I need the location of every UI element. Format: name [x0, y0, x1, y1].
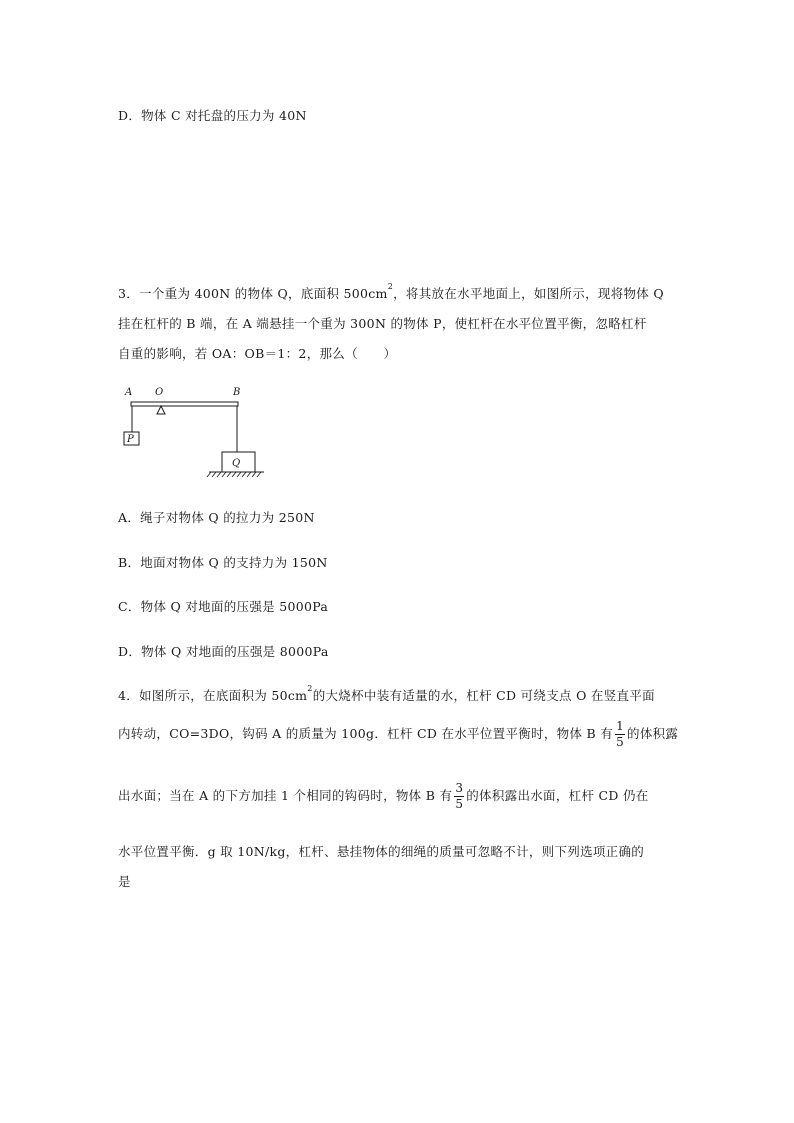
label-q: Q — [232, 458, 241, 469]
q3-option-d: D．物体 Q 对地面的压强是 8000Pa — [118, 644, 329, 659]
q4-line-1-text-b: 的大烧杯中装有适量的水，杠杆 CD 可绕支点 O 在竖直平面 — [312, 688, 655, 703]
q3-line-3: 自重的影响，若 OA：OB＝1：2，那么（ ） — [118, 346, 397, 361]
q4-line-3-text-a: 出水面；当在 A 的下方加挂 1 个相同的钩码时，物体 B 有 — [118, 788, 453, 803]
lever-bar — [131, 402, 238, 406]
q4-line-3 — [118, 782, 649, 811]
fraction-2-denominator: 5 — [455, 797, 464, 811]
label-p: P — [127, 434, 134, 445]
q4-line-2-text-b: 的体积露 — [627, 726, 679, 741]
q4-line-1-text-a: 4．如图所示，在底面积为 50cm — [118, 688, 308, 703]
q3-line-1-text-b: ，将其放在水平地面上，如图所示，现将物体 Q — [393, 286, 664, 301]
q4-line-2 — [118, 720, 678, 749]
prev-option-d: D．物体 C 对托盘的压力为 40N — [118, 108, 307, 123]
q4-line-4: 水平位置平衡．g 取 10N/kg，杠杆、悬挂物体的细绳的质量可忽略不计，则下列选项正确的 — [118, 844, 645, 859]
fraction-one-fifth — [615, 720, 625, 749]
q4-line-2-text-a: 内转动，CO=3DO，钩码 A 的质量为 100g．杠杆 CD 在水平位置平衡时，物体 B 有 — [118, 726, 614, 741]
fraction-1-denominator: 5 — [616, 735, 625, 749]
q3-option-a: A．绳子对物体 Q 的拉力为 250N — [118, 510, 315, 525]
fraction-1-numerator: 1 — [616, 719, 625, 733]
q3-line-1 — [118, 284, 664, 302]
q4-line-5: 是 — [118, 874, 131, 889]
q4-line-1 — [118, 686, 655, 704]
fulcrum-icon — [157, 406, 165, 414]
q3-option-b: B．地面对物体 Q 的支持力为 150N — [118, 555, 328, 570]
q4-line-3-text-b: 的体积露出水面，杠杆 CD 仍在 — [466, 788, 649, 803]
label-b: B — [233, 387, 241, 398]
fraction-three-fifths — [454, 782, 464, 811]
label-a: A — [125, 387, 133, 398]
ground-hatch — [207, 472, 261, 477]
q3-option-c: C．物体 Q 对地面的压强是 5000Pa — [118, 599, 329, 614]
q3-line-2: 挂在杠杆的 B 端，在 A 端悬挂一个重为 300N 的物体 P，使杠杆在水平位置平衡，忽略杠杆 — [118, 316, 647, 331]
fraction-2-numerator: 3 — [455, 781, 464, 795]
label-o: O — [155, 387, 164, 398]
q3-line-1-superscript: 2 — [387, 282, 394, 291]
q4-line-1-superscript: 2 — [307, 684, 313, 693]
lever-diagram — [118, 383, 264, 479]
q3-line-1-text-a: 3．一个重为 400N 的物体 Q，底面积 500cm — [118, 286, 388, 301]
